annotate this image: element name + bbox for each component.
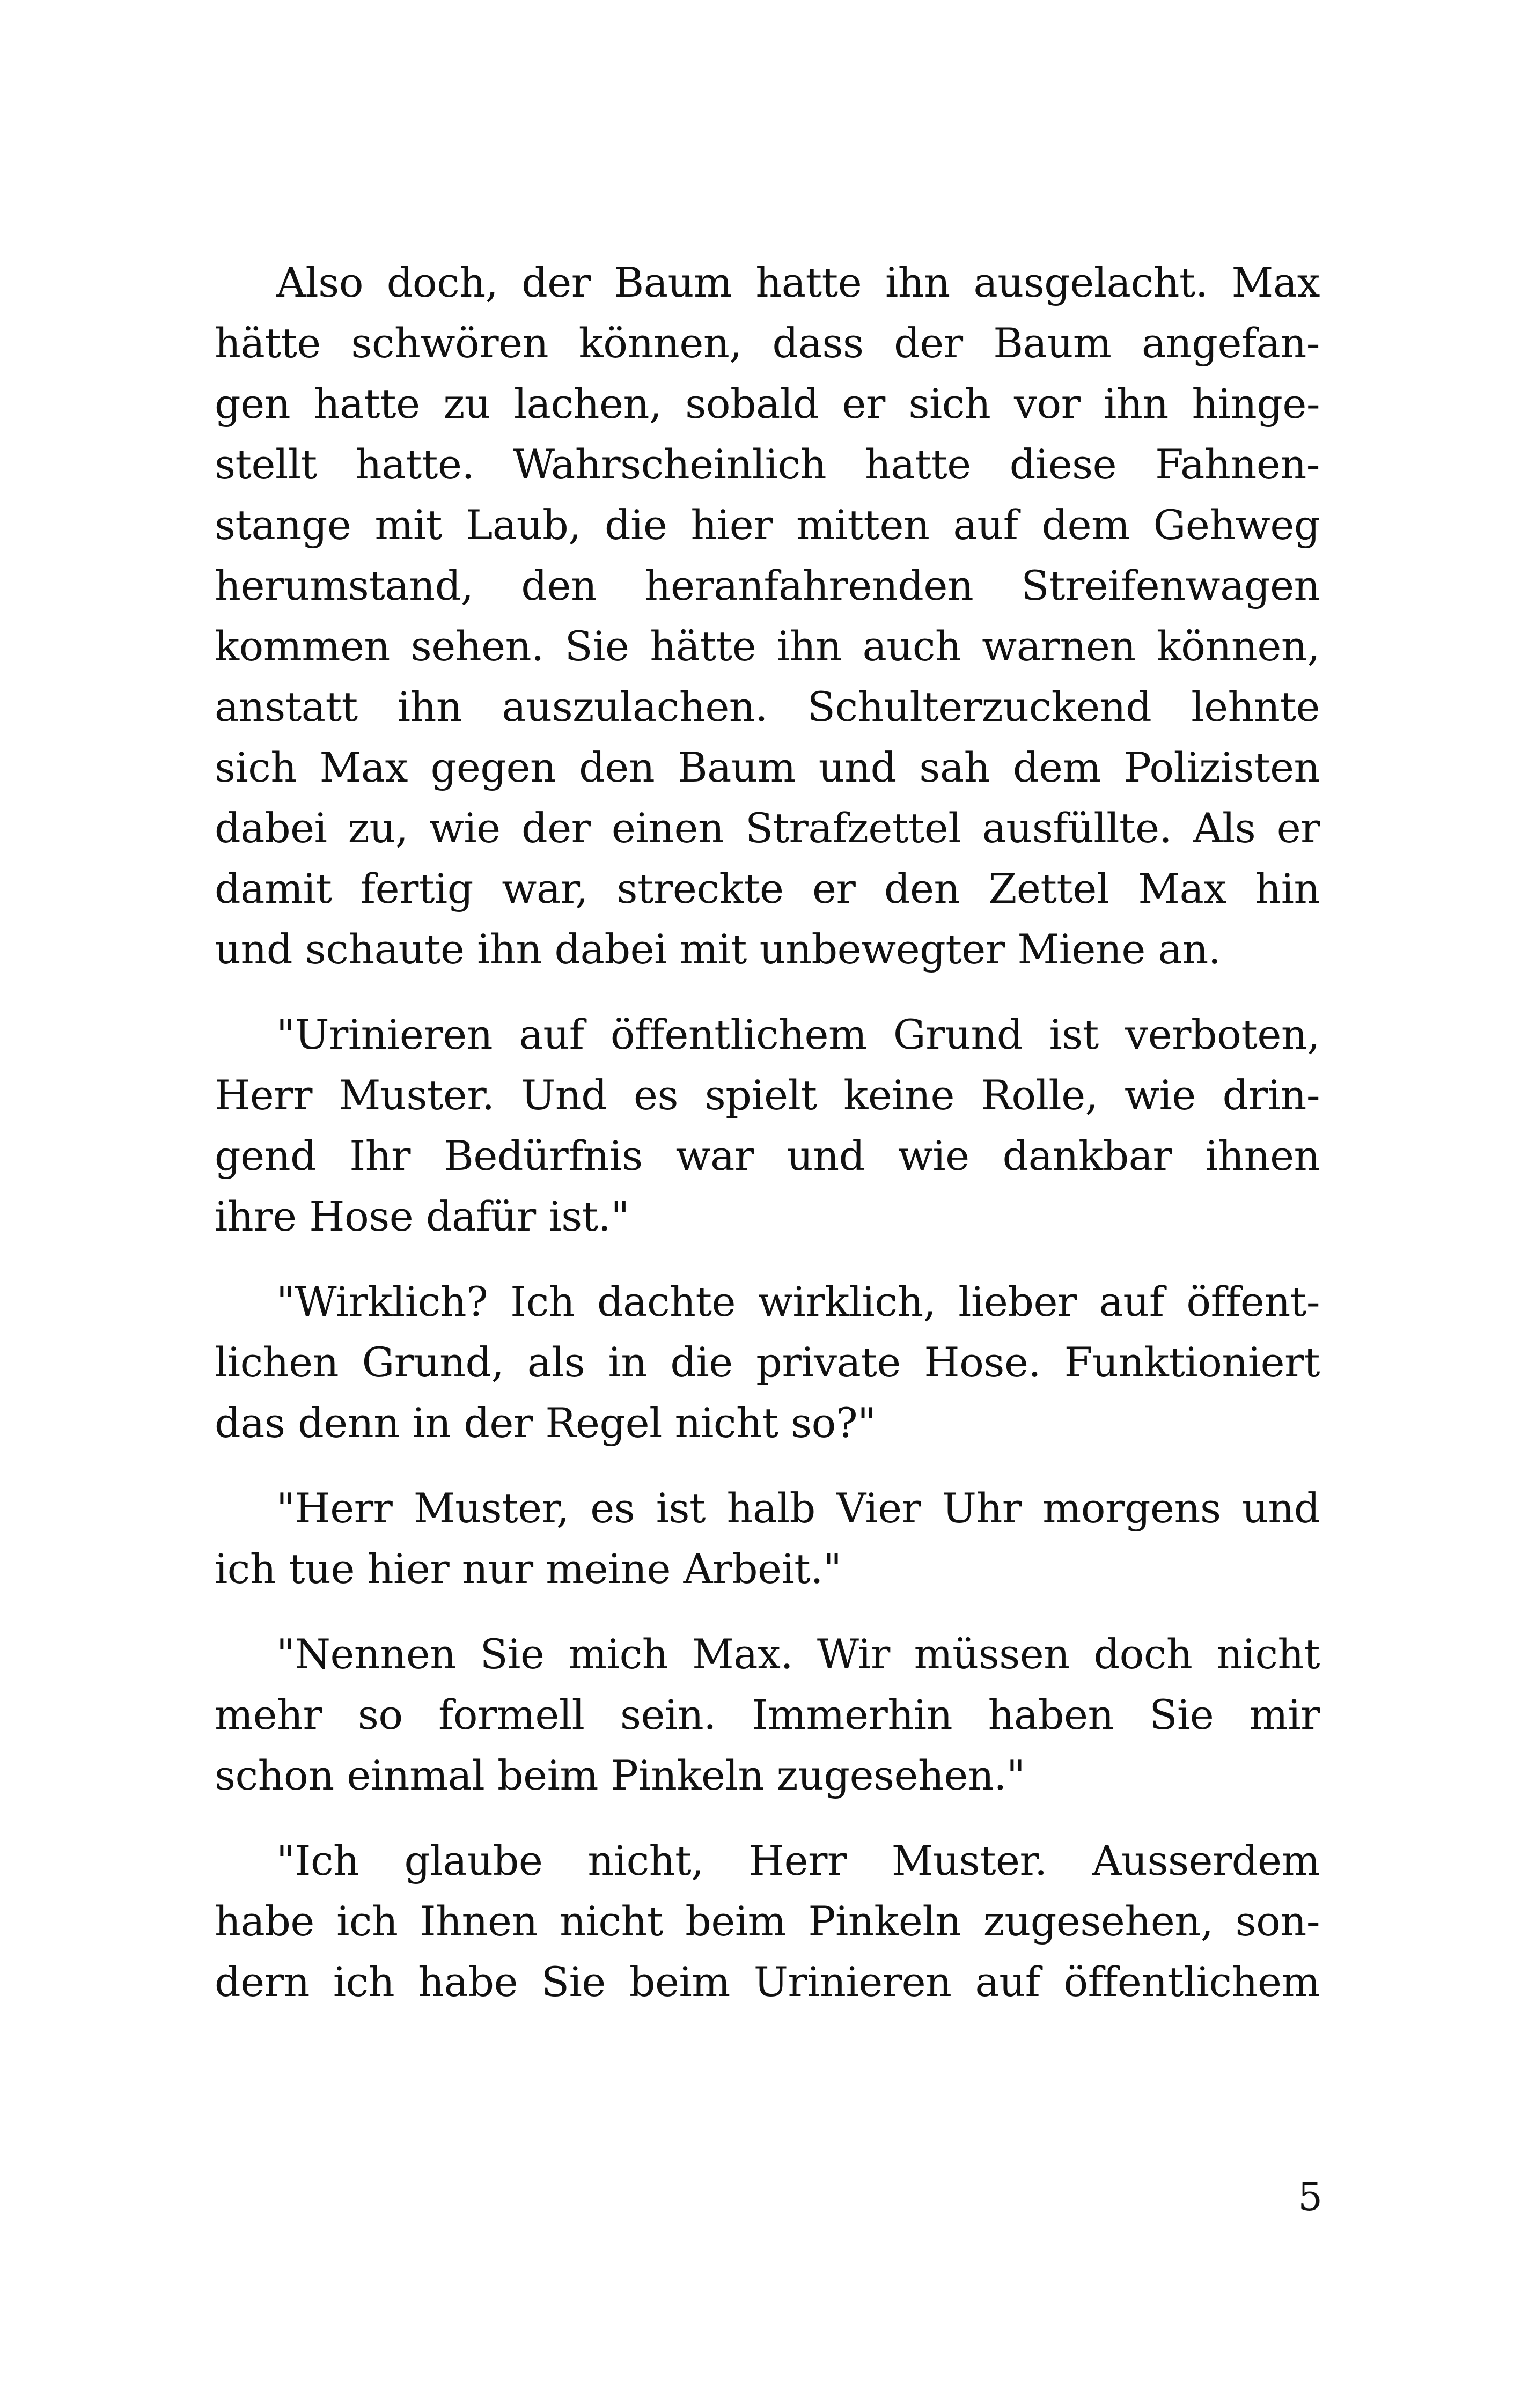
paragraph-2 [215, 1004, 1320, 1247]
paragraph-3 [215, 1271, 1320, 1453]
text-line: stellt hatte. Wahrscheinlich hatte diese Fahnen- [215, 440, 1320, 488]
text-line: dabei zu, wie der einen Strafzettel ausfüllte. Als er [215, 804, 1320, 852]
body-text [215, 252, 1320, 2037]
text-line: und schaute ihn dabei mit unbewegter Miene an. [215, 925, 1221, 973]
paragraph-6 [215, 1830, 1320, 2012]
page-number: 5 [1298, 2174, 1322, 2219]
paragraph-4 [215, 1478, 1320, 1599]
text-line: habe ich Ihnen nicht beim Pinkeln zugesehen, son- [215, 1897, 1320, 1945]
text-line: damit fertig war, streckte er den Zettel Max hin [215, 865, 1320, 912]
text-line: herumstand, den heranfahrenden Streifenwagen [215, 562, 1320, 609]
text-line: "Nennen Sie mich Max. Wir müssen doch nicht [276, 1630, 1320, 1678]
text-line: Herr Muster. Und es spielt keine Rolle, wie drin- [215, 1071, 1320, 1119]
text-line: Also doch, der Baum hatte ihn ausgelacht. Max [276, 259, 1320, 306]
text-line: anstatt ihn auszulachen. Schulterzuckend lehnte [215, 683, 1320, 731]
text-line: lichen Grund, als in die private Hose. Funktioniert [215, 1338, 1320, 1386]
text-line: das denn in der Regel nicht so?" [215, 1399, 876, 1447]
text-line: ich tue hier nur meine Arbeit." [215, 1545, 842, 1593]
text-line: gend Ihr Bedürfnis war und wie dankbar ihnen [215, 1132, 1320, 1180]
text-line: stange mit Laub, die hier mitten auf dem Gehweg [215, 501, 1320, 549]
text-line: schon einmal beim Pinkeln zugesehen." [215, 1751, 1025, 1799]
paragraph-1 [215, 252, 1320, 980]
text-line: hätte schwören können, dass der Baum angefan- [215, 319, 1320, 367]
text-line: "Herr Muster, es ist halb Vier Uhr morgens und [276, 1484, 1320, 1532]
text-line: sich Max gegen den Baum und sah dem Polizisten [215, 743, 1320, 791]
text-line: "Wirklich? Ich dachte wirklich, lieber auf öffent- [276, 1278, 1320, 1325]
text-line: dern ich habe Sie beim Urinieren auf öffentlichem [215, 1958, 1320, 2006]
text-line: kommen sehen. Sie hätte ihn auch warnen können, [215, 622, 1320, 670]
text-line: mehr so formell sein. Immerhin haben Sie mir [215, 1691, 1320, 1739]
text-line: "Ich glaube nicht, Herr Muster. Ausserdem [276, 1837, 1320, 1884]
text-line: gen hatte zu lachen, sobald er sich vor ihn hinge- [215, 380, 1320, 428]
text-line: "Urinieren auf öffentlichem Grund ist verboten, [276, 1011, 1320, 1058]
paragraph-5 [215, 1624, 1320, 1806]
text-line: ihre Hose dafür ist." [215, 1192, 629, 1240]
